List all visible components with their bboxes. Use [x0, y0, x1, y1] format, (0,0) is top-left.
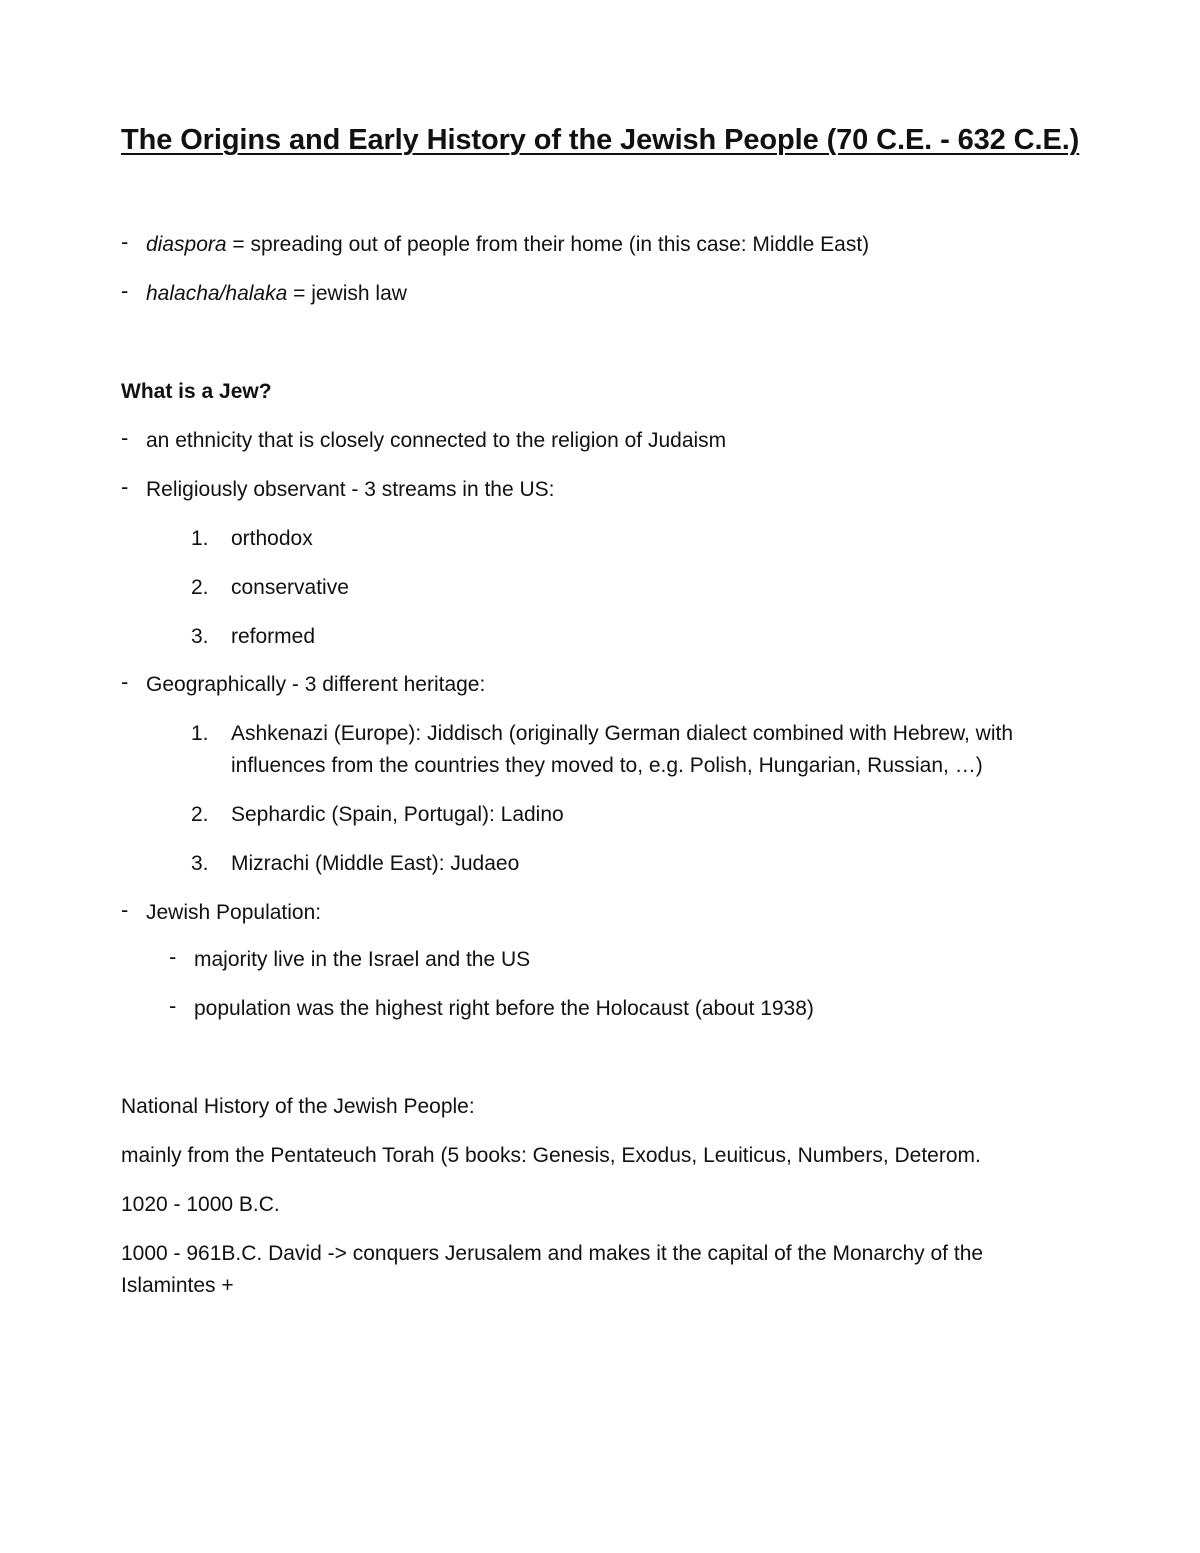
term-definition: = spreading out of people from their home (in this case: Middle East): [226, 233, 870, 256]
item-number: 3.: [191, 625, 209, 648]
list-item-text: Jewish Population:: [146, 901, 322, 924]
paragraph-period-1: 1020 - 1000 B.C.: [121, 1193, 280, 1216]
list-item-religious: [121, 474, 1081, 506]
dash-bullet: -: [121, 897, 129, 922]
numbered-item: [121, 523, 1081, 555]
numbered-item: [121, 848, 1081, 880]
item-text: reformed: [231, 625, 316, 648]
term-item-diaspora: [121, 229, 1081, 261]
dash-bullet: -: [121, 278, 129, 303]
list-item-ethnicity: [121, 425, 1081, 457]
dash-bullet: -: [169, 944, 177, 969]
list-item-text: Geographically - 3 different heritage:: [146, 673, 486, 696]
item-text: conservative: [231, 576, 349, 599]
section-heading-what-is-a-jew: What is a Jew?: [121, 380, 272, 403]
term-name: halacha/halaka: [146, 282, 288, 305]
dash-bullet: -: [121, 229, 129, 254]
numbered-item: [121, 572, 1081, 604]
section-heading-national-history: National History of the Jewish People:: [121, 1095, 475, 1118]
list-item-population: [121, 897, 1081, 929]
list-item-text: Religiously observant - 3 streams in the US:: [146, 478, 555, 501]
item-number: 1.: [191, 722, 209, 745]
dash-bullet: -: [169, 993, 177, 1018]
term-item-halacha: [121, 278, 1081, 310]
sub-list-item: [121, 944, 1081, 976]
sub-list-item-text: population was the highest right before the Holocaust (about 1938): [194, 997, 814, 1020]
item-number: 1.: [191, 527, 209, 550]
item-text: Sephardic (Spain, Portugal): Ladino: [231, 803, 564, 826]
list-item-text: an ethnicity that is closely connected to the religion of Judaism: [146, 429, 727, 452]
paragraph-period-2: 1000 - 961B.C. David -> conquers Jerusalem and makes it the capital of the Monarchy of the Islamintes +: [121, 1242, 984, 1297]
list-item-geographic: [121, 669, 1081, 701]
document-content: [121, 120, 1081, 1302]
sub-list-item-text: majority live in the Israel and the US: [194, 948, 531, 971]
numbered-item: [121, 621, 1081, 653]
paragraph-source: mainly from the Pentateuch Torah (5 books: Genesis, Exodus, Leuiticus, Numbers, Deterom.: [121, 1144, 981, 1167]
item-number: 2.: [191, 576, 209, 599]
sub-list-item: [121, 993, 1081, 1025]
term-name: diaspora: [146, 233, 227, 256]
document-title: The Origins and Early History of the Jewish People (70 C.E. - 632 C.E.): [121, 124, 1080, 156]
item-text: orthodox: [231, 527, 313, 550]
numbered-item: [121, 718, 1081, 782]
item-text: Mizrachi (Middle East): Judaeo: [231, 852, 520, 875]
item-number: 2.: [191, 803, 209, 826]
dash-bullet: -: [121, 669, 129, 694]
dash-bullet: -: [121, 474, 129, 499]
numbered-item: [121, 799, 1081, 831]
item-number: 3.: [191, 852, 209, 875]
term-definition: = jewish law: [287, 282, 407, 305]
item-text: Ashkenazi (Europe): Jiddisch (originally German dialect combined with Hebrew, with influences from the countries they moved to, e.g. Polish, Hungarian, Russian, …): [231, 722, 1014, 777]
dash-bullet: -: [121, 425, 129, 450]
